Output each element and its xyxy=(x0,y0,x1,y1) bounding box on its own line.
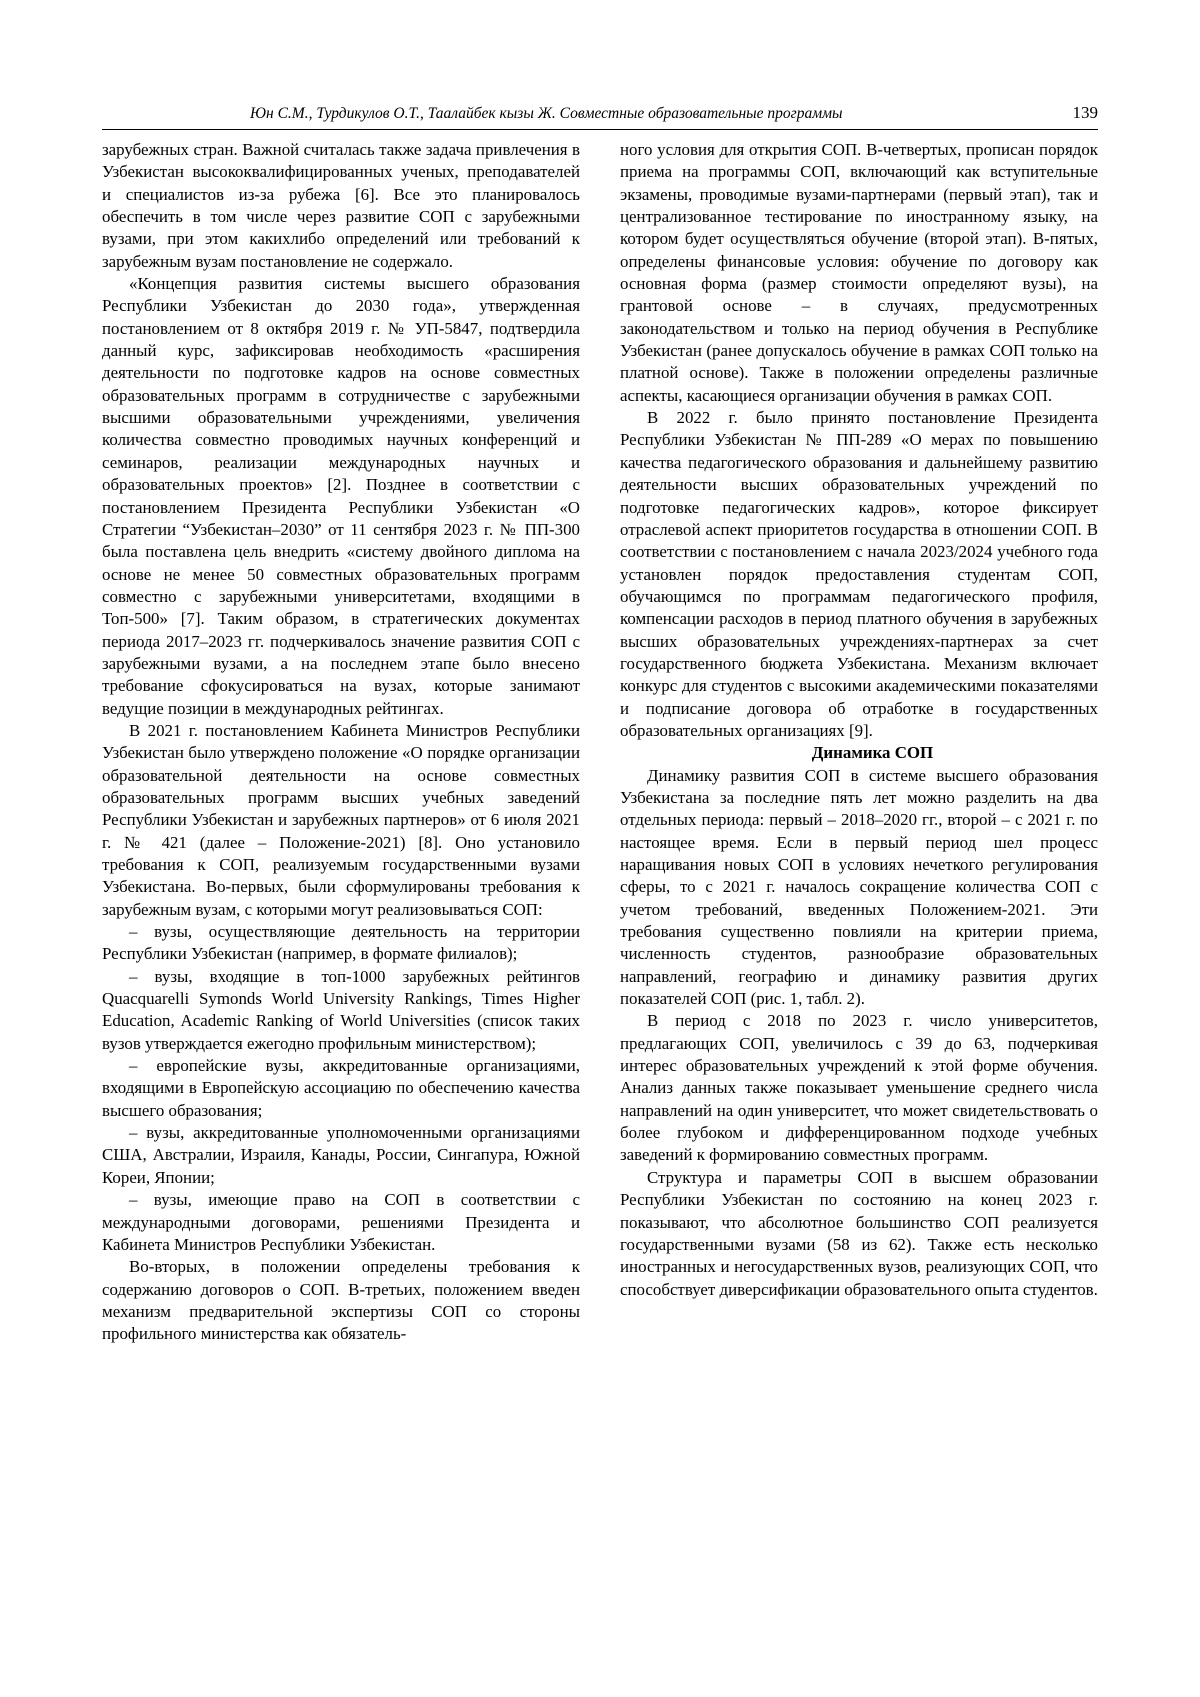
running-title: Юн С.М., Турдикулов О.Т., Таалайбек кызы Ж. Совместные образовательные программы xyxy=(250,105,843,122)
right-column xyxy=(620,139,1098,1301)
left-column xyxy=(102,139,580,1346)
header-rule xyxy=(102,129,1098,130)
paragraph: В 2022 г. было принято постановление Президента Республики Узбекистан № ПП-289 «О мерах по повышению качества педагогического образования и дальнейшему развитию деятельности высших образовательных учреждений по подготовке педагогических кадров», которое фиксирует отраслевой аспект приоритетов государства в отношении СОП. В соответствии с постановлением с начала 2023/2024 учебного года установлен порядок предоставления студентам СОП, обучающимся по программам педагогического профиля, компенсации расходов в период платного обучения в зарубежных высших образовательных учреждениях-партнерах за счет государственного бюджета Узбекистана. Механизм включает конкурс для студентов с высокими академическими показателями и подписание договора об отработке в государственных образовательных организациях [9]. xyxy=(620,408,1098,740)
running-header xyxy=(102,104,1098,128)
paragraph: Во-вторых, в положении определены требования к содержанию договоров о СОП. В-третьих, положением введен механизм предварительной экспертизы СОП со стороны профильного министерства как обязатель- xyxy=(102,1257,580,1344)
list-item: – вузы, осуществляющие деятельность на территории Республики Узбекистан (например, в формате филиалов); xyxy=(102,922,580,964)
list-item: – европейские вузы, аккредитованные организациями, входящими в Европейскую ассоциацию по обеспечению качества высшего образования; xyxy=(102,1056,580,1120)
section-heading: Динамика СОП xyxy=(811,743,934,763)
list-item: – вузы, аккредитованные уполномоченными организациями США, Австралии, Израиля, Канады, России, Сингапура, Южной Кореи, Японии; xyxy=(102,1123,580,1187)
paragraph: ного условия для открытия СОП. В-четвертых, прописан порядок приема на программы СОП, включающий как вступительные экзамены, проводимые вузами-партнерами (первый этап), так и централизованное тестирование по иностранному языку, на котором будет осуществляться обучение (второй этап). В-пятых, определены финансовые условия: обучение по договору как основная форма (размер стоимости определяют вузы), на грантовой основе – в случаях, предусмотренных законодательством и только на период обучения в Республике Узбекистан (ранее допускалось обучение в рамках СОП только на платной основе). Также в положении определены различные аспекты, касающиеся организации обучения в рамках СОП. xyxy=(620,140,1098,405)
paragraph: «Концепция развития системы высшего образования Республики Узбекистан до 2030 года», утвержденная постановлением от 8 октября 2019 г. № УП-5847, подтвердила данный курс, зафиксировав необходимость «расширения деятельности по подготовке кадров на основе совместных образовательных программ в сотрудничестве с зарубежными высшими образовательными учреждениями, увеличения количества совместно проводимых научных конференций и семинаров, реализации международных научных и образовательных проектов» [2]. Позднее в соответствии с постановлением Президента Республики Узбекистан «О Стратегии “Узбекистан–2030” от 11 сентября 2023 г. № ПП-300 была поставлена цель внедрить «систему двойного диплома на основе не менее 50 совместных образовательных программ совместно с зарубежными университетами, входящими в Топ-500» [7]. Таким образом, в стратегических документах периода 2017–2023 гг. подчеркивалось значение развития СОП с зарубежными вузами, а на последнем этапе было внесено требование сфокусироваться на вузах, которые занимают ведущие позиции в международных рейтингах. xyxy=(102,274,580,718)
paragraph: В период с 2018 по 2023 г. число университетов, предлагающих СОП, увеличилось с 39 до 63, подчеркивая интерес образовательных учреждений к этой форме обучения. Анализ данных также показывает уменьшение среднего числа направлений на один университет, что может свидетельствовать о более глубоком и дифференцированном подходе учебных заведений к формированию совместных программ. xyxy=(620,1011,1098,1165)
paragraph: зарубежных стран. Важной считалась также задача привлечения в Узбекистан высококвалифицированных ученых, преподавателей и специалистов из-за рубежа [6]. Все это планировалось обеспечить в том числе через развитие СОП с зарубежными вузами, при этом какихлибо определений или требований к зарубежным вузам постановление не содержало. xyxy=(102,140,580,271)
list-item: – вузы, имеющие право на СОП в соответствии с международными договорами, решениями Президента и Кабинета Министров Республики Узбекистан. xyxy=(102,1190,580,1254)
paragraph: Структура и параметры СОП в высшем образовании Республики Узбекистан по состоянию на конец 2023 г. показывают, что абсолютное большинство СОП реализуется государственными вузами (58 из 62). Также есть несколько иностранных и негосударственных вузов, реализующих СОП, что способствует диверсификации образовательного опыта студентов. xyxy=(620,1167,1098,1299)
list-item: – вузы, входящие в топ-1000 зарубежных рейтингов Quacquarelli Symonds World University Rankings, Times Higher Education, Academic Ranking of World Universities (список таких вузов утверждается ежегодно профильным министерством); xyxy=(102,966,580,1053)
paragraph: Динамику развития СОП в системе высшего образования Узбекистана за последние пять лет можно разделить на два отдельных периода: первый – 2018–2020 гг., второй – с 2021 г. по настоящее время. Если в первый период шел процесс наращивания новых СОП в условиях нечеткого регулирования сферы, то с 2021 г. началось сокращение количества СОП с учетом требований, введенных Положением-2021. Эти требования существенно повлияли на критерии приема, численность студентов, разнообразие образовательных направлений, географию и динамику развития других показателей СОП (рис. 1, табл. 2). xyxy=(620,765,1098,1009)
paragraph: В 2021 г. постановлением Кабинета Министров Республики Узбекистан было утверждено положение «О порядке организации образовательной деятельности на основе совместных образовательных программ высших учебных заведений Республики Узбекистан и зарубежных партнеров» от 6 июля 2021 г. № 421 (далее – Положение-2021) [8]. Оно установило требования к СОП, реализуемым государственными вузами Узбекистана. Во-первых, были сформулированы требования к зарубежным вузам, с которыми могут реализовываться СОП: xyxy=(102,720,580,919)
page-number: 139 xyxy=(1072,103,1098,122)
